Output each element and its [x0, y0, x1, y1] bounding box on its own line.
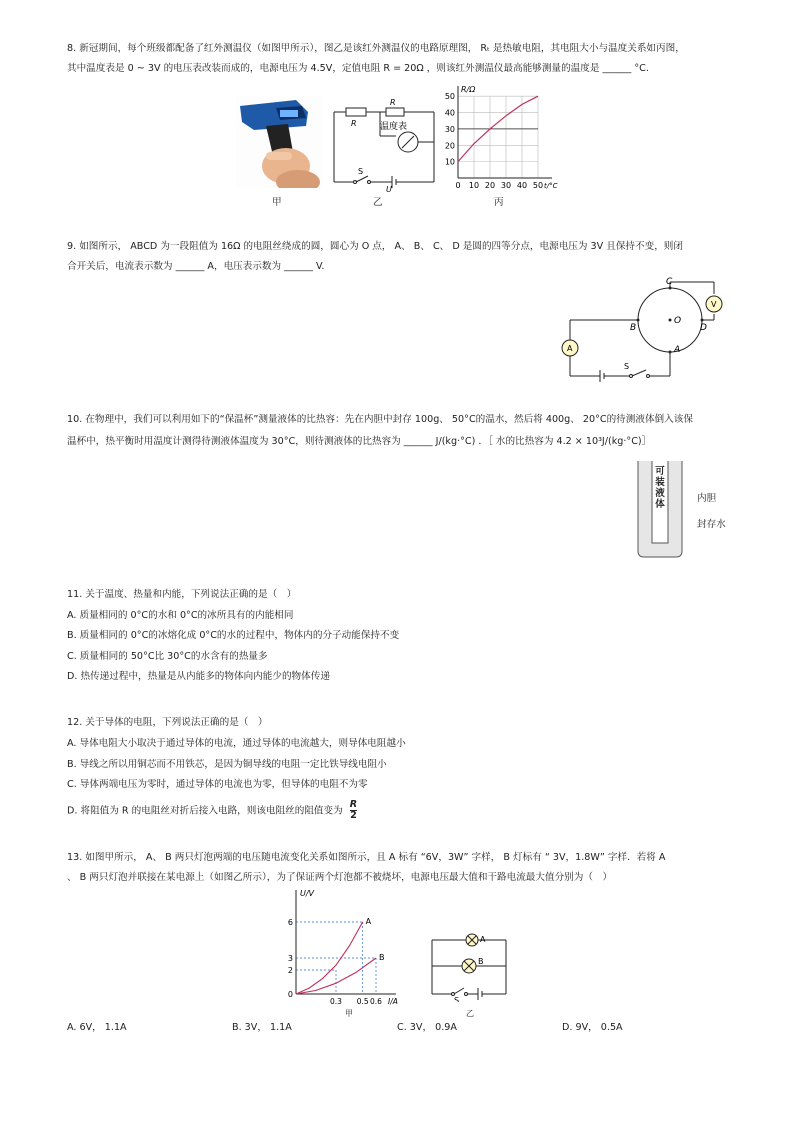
x-tick-label: 30: [500, 181, 512, 190]
q13-parallel-circuit: [428, 930, 510, 1002]
q11-option-d[interactable]: D. 热传递过程中，热量是从内能多的物体向内能少的物体传递: [67, 671, 330, 682]
q12-stem: 12. 关于导体的电阻，下列说法正确的是（ ）: [67, 717, 268, 728]
y-tick-label: 3: [287, 954, 293, 963]
x-tick-label: 0.3: [330, 997, 342, 1006]
series-label-a: A: [365, 917, 372, 926]
point-b-label: B: [630, 323, 637, 333]
ammeter-label: A: [567, 344, 573, 353]
q11-option-a[interactable]: A. 质量相同的 0°C的水和 0°C的冰所具有的内能相同: [67, 610, 294, 621]
q9-stem-line1: 9. 如图所示， ABCD 为一段阻值为 16Ω 的电阻丝绕成的圆，圆心为 O 点， A、 B、 C、 D 是圆的四等分点，电源电压为 3V 且保持不变，则闭: [67, 241, 683, 252]
q12-option-b[interactable]: B. 导线之所以用铜芯而不用铁芯，是因为铜导线的电阻一定比铁导线电阻小: [67, 759, 387, 770]
q8-fig-label-jia: 甲: [272, 197, 282, 208]
q13-option-b[interactable]: B. 3V， 1.1A: [232, 1022, 292, 1033]
q8-fig-label-bing: 丙: [494, 197, 504, 208]
lamp-b-label: B: [478, 957, 484, 966]
q9-circuit-diagram: [560, 272, 732, 384]
q11-option-c[interactable]: C. 质量相同的 50°C比 30°C的水含有的热量多: [67, 651, 268, 662]
q13-u-i-graph: [280, 884, 420, 1010]
series-label-b: B: [379, 953, 385, 962]
y-tick-label: 40: [444, 108, 455, 118]
fixed-resistor-symbol: [346, 108, 366, 116]
fraction-r-over-2: [350, 800, 357, 821]
x-tick-label: 40: [516, 181, 528, 190]
x-axis-label: t/°C: [544, 182, 558, 190]
meter-label: 温度表: [380, 122, 408, 132]
switch-symbol: [356, 176, 368, 182]
q8-r-t-graph: [440, 82, 560, 194]
x-tick-label: 0: [455, 181, 461, 190]
q13-stem-line2: 、 B 两只灯泡并联接在某电源上（如图乙所示），为了保证两个灯泡都不被烧坏，电源电压最大值和干路电流最大值分别为（ ）: [67, 872, 613, 883]
q8-stem-line2: 其中温度表是 0 ~ 3V 的电压表改装而成的，电源电压为 4.5V，定值电阻 R = 20Ω ，则该红外测温仪最高能够测量的温度是 ______ °C.: [67, 63, 649, 74]
q13-stem-line1: 13. 如图甲所示， A、 B 两只灯泡两端的电压随电流变化关系如图所示，且 A 标有 “6V，3W” 字样， B 灯标有 “ 3V，1.8W” 字样．若将 A: [67, 852, 666, 863]
x-axis-label: I/A: [388, 997, 398, 1006]
thermistor-symbol: [386, 108, 404, 116]
q12-option-d[interactable]: [67, 800, 357, 821]
x-tick-label: 50: [532, 181, 544, 190]
x-tick-label: 10: [468, 181, 480, 190]
q10-stem-line2: 温杯中，热平衡时用温度计测得待测液体温度为 30°C，则待测液体的比热容为 ______ J/(kg·°C) ．［ 水的比热容为 4.2 × 10³J/(kg·°C)］: [67, 436, 652, 447]
q11-stem: 11. 关于温度、热量和内能，下列说法正确的是（ ）: [67, 589, 297, 600]
source-label: U: [386, 185, 392, 192]
q8-stem-line1: 8. 新冠期间，每个班级都配备了红外测温仪（如图甲所示），图乙是该红外测温仪的电路原理图， Rₜ 是热敏电阻，其电阻大小与温度关系如丙图，: [67, 43, 685, 54]
q11-option-b[interactable]: B. 质量相同的 0°C的冰熔化成 0°C的水的过程中，物体内的分子动能保持不变: [67, 630, 400, 641]
x-tick-label: 0.6: [370, 997, 382, 1006]
y-tick-label: 2: [287, 966, 293, 975]
y-tick-label: 30: [444, 124, 455, 134]
q12-option-c[interactable]: C. 导体两端电压为零时，通过导体的电流也为零，但导体的电阻不为零: [67, 779, 368, 790]
q13-option-c[interactable]: C. 3V， 0.9A: [397, 1022, 457, 1033]
center-o-label: O: [674, 316, 682, 326]
thermometer-photo: [236, 96, 322, 188]
y-tick-label: 0: [287, 990, 293, 999]
label-sealed-water: 封存水: [697, 519, 726, 530]
y-tick-label: 10: [444, 157, 455, 167]
y-axis-label: R/Ω: [461, 85, 476, 94]
y-tick-label: 6: [287, 918, 293, 927]
x-tick-label: 0.5: [356, 997, 369, 1006]
q13-fig-label-jia: 甲: [345, 1009, 353, 1018]
switch-label: S: [454, 996, 460, 1002]
voltmeter-label: V: [711, 300, 717, 309]
q12-option-a[interactable]: A. 导体电阻大小取决于通过导体的电流，通过导体的电流越大，则导体电阻越小: [67, 738, 406, 749]
point-c-label: C: [666, 277, 673, 287]
y-tick-label: 50: [444, 92, 455, 102]
x-tick-label: 20: [484, 181, 496, 190]
q13-fig-label-yi: 乙: [466, 1009, 474, 1018]
fraction-denominator: 2: [350, 810, 357, 821]
label-inner-liner: 内胆: [697, 493, 717, 504]
r-thermo-label: R: [390, 98, 396, 107]
q13-option-a[interactable]: A. 6V， 1.1A: [67, 1022, 127, 1033]
q12-option-d-text: D. 将阻值为 R 的电阻丝对折后接入电路，则该电阻丝的阻值变为: [67, 805, 343, 817]
switch-label: S: [358, 167, 364, 176]
q10-stem-line1: 10. 在物理中，我们可以利用如下的“保温杯”测量液体的比热容：先在内胆中封存 100g、 50°C的温水，然后将 400g、 20°C的待测液体倒入该保: [67, 414, 693, 425]
y-tick-label: 20: [444, 141, 455, 151]
r-fixed-label: R: [351, 119, 357, 128]
point-d-label: D: [700, 323, 707, 333]
point-a-label: A: [674, 345, 681, 355]
q8-circuit-diagram: [328, 92, 440, 192]
q9-stem-line2: 合开关后，电流表示数为 ______ A，电压表示数为 ______ V.: [67, 261, 325, 272]
switch-label: S: [624, 362, 630, 371]
q8-fig-label-yi: 乙: [373, 197, 383, 208]
q13-option-d[interactable]: D. 9V， 0.5A: [562, 1022, 623, 1033]
lamp-a-label: A: [480, 935, 486, 944]
y-axis-label: U/V: [300, 889, 315, 898]
fraction-numerator: R: [349, 799, 358, 810]
cup-inner-text: 可装液体: [655, 466, 665, 510]
